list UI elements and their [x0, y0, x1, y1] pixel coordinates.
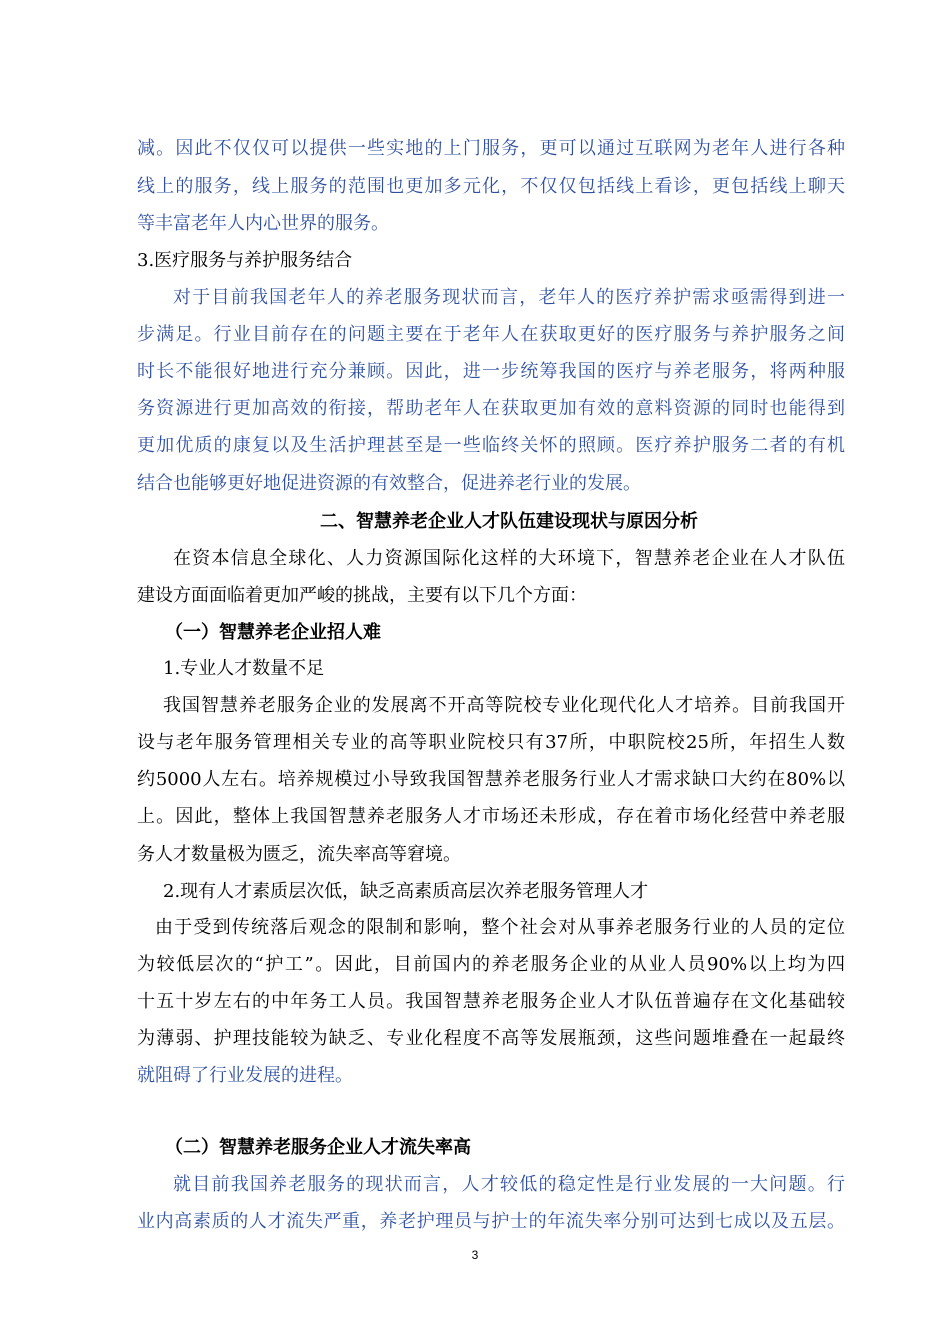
section-heading: 二、智慧养老企业人才队伍建设现状与原因分析 — [320, 511, 698, 532]
paragraph-line: 结合也能够更好地促进资源的有效整合，促进养老行业的发展。 — [137, 473, 641, 494]
subsection-heading: 3.医疗服务与养护服务结合 — [137, 250, 353, 271]
subsection-heading: （二）智慧养老服务企业人才流失率高 — [165, 1137, 471, 1158]
paragraph-line: 减。因此不仅仅可以提供一些实地的上门服务，更可以通过互联网为老年人进行各种 — [137, 138, 845, 159]
paragraph-line: 务资源进行更加高效的衔接，帮助老年人在获取更加有效的意料资源的同时也能得到 — [137, 398, 845, 419]
paragraph-line: 上。因此，整体上我国智慧养老服务人才市场还未形成，存在着市场化经营中养老服 — [137, 806, 845, 827]
subsection-heading: 2.现有人才素质层次低，缺乏高素质高层次养老服务管理人才 — [163, 881, 649, 902]
paragraph-line: 业内高素质的人才流失严重，养老护理员与护士的年流失率分别可达到七成以及五层。 — [137, 1211, 845, 1232]
paragraph-line: 为较低层次的“护工”。因此，目前国内的养老服务企业的从业人员90%以上均为四 — [137, 954, 845, 975]
paragraph-line: 就阻碍了行业发展的进程。 — [137, 1065, 353, 1086]
paragraph-line: 由于受到传统落后观念的限制和影响，整个社会对从事养老服务行业的人员的定位 — [155, 917, 845, 938]
page-number: 3 — [471, 1248, 479, 1262]
paragraph-line: 我国智慧养老服务企业的发展离不开高等院校专业化现代化人才培养。目前我国开 — [163, 695, 845, 716]
paragraph-line: 更加优质的康复以及生活护理甚至是一些临终关怀的照顾。医疗养护服务二者的有机 — [137, 435, 845, 456]
paragraph-line: 对于目前我国老年人的养老服务现状而言，老年人的医疗养护需求亟需得到进一 — [173, 287, 845, 308]
subsection-heading: 1.专业人才数量不足 — [163, 658, 325, 679]
paragraph-line: 约5000人左右。培养规模过小导致我国智慧养老服务行业人才需求缺口大约在80%以 — [137, 769, 845, 790]
paragraph-line: 线上的服务，线上服务的范围也更加多元化，不仅仅包括线上看诊，更包括线上聊天 — [137, 176, 845, 197]
subsection-heading: （一）智慧养老企业招人难 — [165, 622, 381, 643]
paragraph-line: 在资本信息全球化、人力资源国际化这样的大环境下，智慧养老企业在人才队伍 — [173, 548, 845, 569]
paragraph-line: 十五十岁左右的中年务工人员。我国智慧养老服务企业人才队伍普遍存在文化基础较 — [137, 991, 845, 1012]
paragraph-line: 步满足。行业目前存在的问题主要在于老年人在获取更好的医疗服务与养护服务之间 — [137, 324, 845, 345]
paragraph-line: 建设方面面临着更加严峻的挑战，主要有以下几个方面： — [137, 585, 587, 606]
paragraph-line: 务人才数量极为匮乏，流失率高等窘境。 — [137, 844, 461, 865]
paragraph-line: 为薄弱、护理技能较为缺乏、专业化程度不高等发展瓶颈，这些问题堆叠在一起最终 — [137, 1028, 845, 1049]
paragraph-line: 设与老年服务管理相关专业的高等职业院校只有37所，中职院校25所，年招生人数 — [137, 732, 845, 753]
paragraph-line: 等丰富老年人内心世界的服务。 — [137, 213, 389, 234]
paragraph-line: 就目前我国养老服务的现状而言，人才较低的稳定性是行业发展的一大问题。行 — [173, 1174, 845, 1195]
paragraph-line: 时长不能很好地进行充分兼顾。因此，进一步统筹我国的医疗与养老服务，将两种服 — [137, 361, 845, 382]
